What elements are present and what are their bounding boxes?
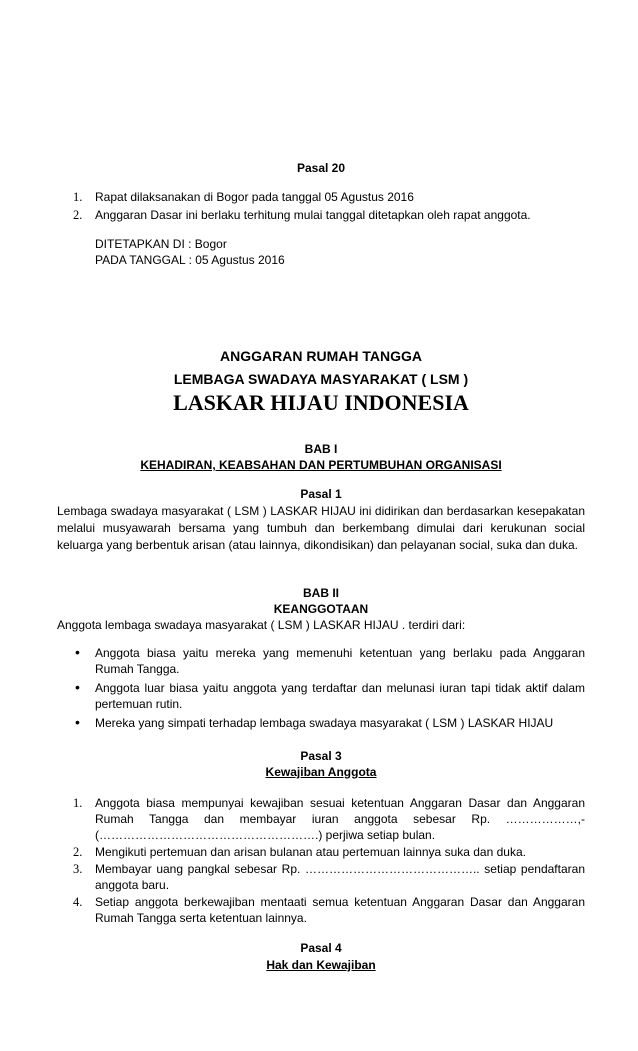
bab-2-bullet-list	[57, 645, 585, 734]
ditetapkan-di: DITETAPKAN DI : Bogor	[95, 237, 227, 251]
list-number: 4.	[73, 895, 83, 909]
art-title: ANGGARAN RUMAH TANGGA	[220, 348, 422, 364]
list-text: Anggota luar biasa yaitu anggota yang terdaftar dan melunasi iuran tapi tidak aktif dalam pertemuan rutin.	[95, 681, 585, 711]
list-item	[57, 795, 585, 843]
pasal-3-subtitle: Kewajiban Anggota	[265, 765, 377, 779]
list-item	[57, 680, 585, 712]
lsm-title: LEMBAGA SWADAYA MASYARAKAT ( LSM )	[173, 371, 469, 387]
list-text: Rapat dilaksanakan di Bogor pada tanggal 05 Agustus 2016	[95, 190, 414, 204]
bullet-icon: •	[75, 714, 80, 730]
pasal-3-title: Pasal 3	[300, 749, 342, 763]
list-text: Anggota biasa mempunyai kewajiban sesuai ketentuan Anggaran Dasar dan Anggaran Rumah Tangga dan membayar iuran anggota sebesar Rp. ………………,- (……………………………………………….) perjiwa setiap bulan.	[95, 796, 585, 842]
list-text: Setiap anggota berkewajiban mentaati semua ketentuan Anggaran Dasar dan Anggaran Rumah Tangga serta ketentuan lainnya.	[95, 895, 585, 925]
pasal-20-list	[57, 189, 585, 223]
list-text: Anggaran Dasar ini berlaku terhitung mulai tanggal ditetapkan oleh rapat anggota.	[95, 208, 531, 222]
list-text: Anggota biasa yaitu mereka yang memenuhi ketentuan yang berlaku pada Anggaran Rumah Tangga.	[95, 646, 585, 676]
pasal-3-list	[57, 795, 585, 926]
list-item	[57, 645, 585, 677]
pada-tanggal: PADA TANGGAL : 05 Agustus 2016	[95, 253, 285, 267]
list-item	[57, 207, 585, 223]
organization-name: LASKAR HIJAU INDONESIA	[173, 390, 469, 415]
bullet-icon: •	[75, 679, 80, 695]
pasal-4-title: Pasal 4	[300, 941, 342, 955]
list-item	[57, 844, 585, 860]
bab-1-label: BAB I	[304, 442, 338, 456]
list-text: Membayar uang pangkal sebesar Rp. …………………………………….. setiap pendaftaran anggota baru.	[95, 862, 585, 892]
list-number: 1.	[73, 796, 83, 810]
bab-1-title: KEHADIRAN, KEABSAHAN DAN PERTUMBUHAN ORGANISASI	[140, 458, 502, 472]
list-number: 1.	[73, 190, 83, 204]
list-number: 2.	[73, 845, 83, 859]
list-number: 3.	[73, 862, 83, 876]
list-number: 2.	[73, 208, 83, 222]
bab-2-title: KEANGGOTAAN	[273, 602, 369, 616]
list-text: Mengikuti pertemuan dan arisan bulanan atau pertemuan lainnya suka dan duka.	[95, 845, 526, 859]
pasal-1-title: Pasal 1	[300, 487, 342, 501]
bab-2-label: BAB II	[303, 586, 339, 600]
bab-2-intro: Anggota lembaga swadaya masyarakat ( LSM ) LASKAR HIJAU . terdiri dari:	[57, 618, 466, 632]
pasal-20-title: Pasal 20	[296, 161, 346, 175]
bullet-icon: •	[75, 644, 80, 660]
list-item	[57, 715, 585, 731]
list-item	[57, 861, 585, 893]
list-item	[57, 189, 585, 205]
pasal-4-subtitle: Hak dan Kewajiban	[266, 958, 376, 972]
list-text: Mereka yang simpati terhadap lembaga swadaya masyarakat ( LSM ) LASKAR HIJAU	[95, 716, 554, 730]
list-item	[57, 894, 585, 926]
pasal-1-text: Lembaga swadaya masyarakat ( LSM ) LASKAR HIJAU ini didirikan dan berdasarkan kesepakatan melalui musyawarah bersama yang tumbuh dan berkembang dimulai dari kerukunan social keluarga yang berbentuk arisan (atau lainnya, dikondisikan) dan pelayanan social, suka dan duka.	[57, 504, 585, 552]
